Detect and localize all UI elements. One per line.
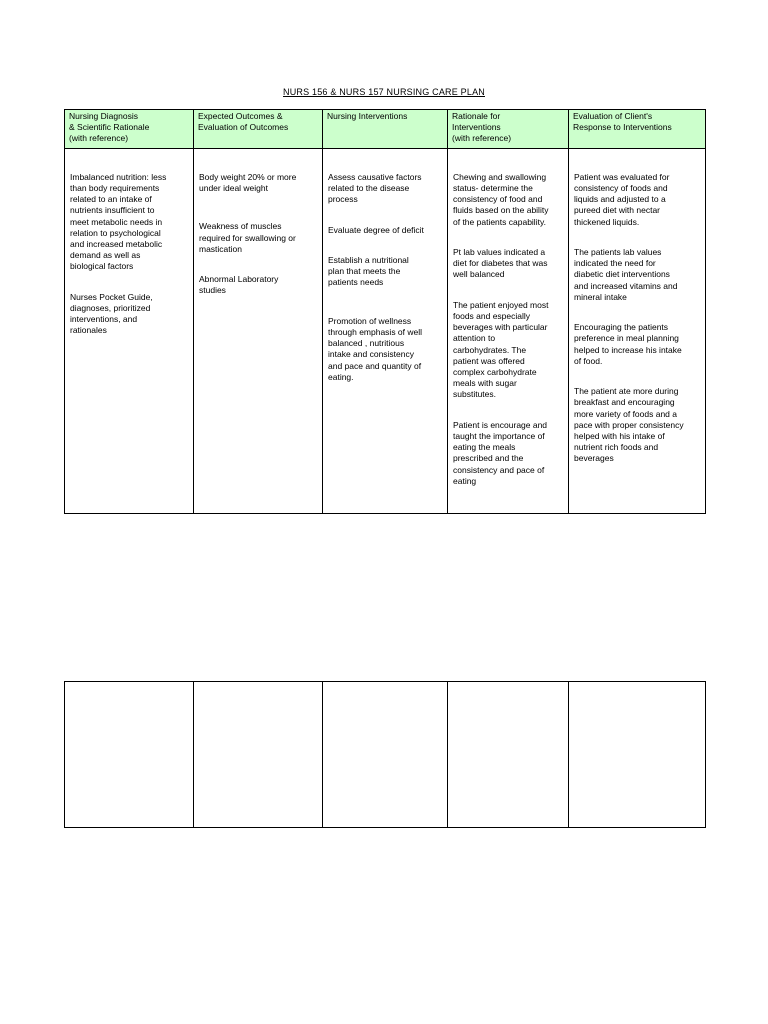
intervention-item: Promotion of wellness through emphasis of well balanced , nutritious intake and consistency and pace and quantity of eating. bbox=[328, 315, 423, 382]
blank-cell bbox=[569, 682, 706, 828]
rationale-item: The patient enjoyed most foods and especially beverages with particular attention to carbohydrates. The patient was offered complex carbohydrate meals with sugar substitutes. bbox=[453, 299, 549, 400]
interventions-cell bbox=[323, 148, 448, 513]
header-nursing-diagnosis: Nursing Diagnosis & Scientific Rationale (with reference) bbox=[65, 110, 194, 149]
table-header-row bbox=[65, 110, 706, 149]
blank-care-plan-table bbox=[64, 681, 706, 828]
outcome-item: Body weight 20% or more under ideal weight bbox=[199, 171, 297, 194]
evaluation-cell bbox=[569, 148, 706, 513]
header-rationale: Rationale for Interventions (with reference) bbox=[448, 110, 569, 149]
rationale-item: Pt lab values indicated a diet for diabetes that was well balanced bbox=[453, 247, 548, 280]
header-nursing-interventions: Nursing Interventions bbox=[323, 110, 448, 149]
intervention-item: Assess causative factors related to the disease process bbox=[328, 171, 422, 205]
rationale-item: Chewing and swallowing status- determine the consistency of food and fluids based on the ability of the patients capability. bbox=[453, 171, 549, 227]
blank-cell bbox=[448, 682, 569, 828]
diagnosis-reference: Nurses Pocket Guide, diagnoses, prioritized interventions, and rationales bbox=[70, 291, 153, 336]
outcome-item: Abnormal Laboratory studies bbox=[199, 274, 279, 296]
intervention-item: Evaluate degree of deficit bbox=[328, 224, 424, 235]
rationale-item: Patient is encourage and taught the importance of eating the meals prescribed and the consistency and pace of eating bbox=[453, 419, 548, 486]
table-row bbox=[65, 682, 706, 828]
header-evaluation: Evaluation of Client's Response to Interventions bbox=[569, 110, 706, 149]
outcome-item: Weakness of muscles required for swallowing or mastication bbox=[199, 221, 296, 254]
care-plan-table bbox=[64, 109, 706, 514]
blank-cell bbox=[65, 682, 194, 828]
intervention-item: Establish a nutritional plan that meets the patients needs bbox=[328, 255, 409, 288]
table-row bbox=[65, 148, 706, 513]
blank-cell bbox=[323, 682, 448, 828]
rationale-cell bbox=[448, 148, 569, 513]
header-expected-outcomes: Expected Outcomes & Evaluation of Outcomes bbox=[194, 110, 323, 149]
document-title: NURS 156 & NURS 157 NURSING CARE PLAN bbox=[283, 87, 485, 97]
diagnosis-text: Imbalanced nutrition: less than body requirements related to an intake of nutrients insufficient to meet metabolic needs in relation to psychological and increased metabolic demand as well as biological factors bbox=[70, 171, 167, 272]
evaluation-item: The patients lab values indicated the need for diabetic diet interventions and increased vitamins and mineral intake bbox=[574, 247, 678, 302]
blank-cell bbox=[194, 682, 323, 828]
diagnosis-cell bbox=[65, 148, 194, 513]
outcomes-cell bbox=[194, 148, 323, 513]
evaluation-item: Patient was evaluated for consistency of foods and liquids and adjusted to a pureed diet with nectar thickened liquids. bbox=[574, 171, 670, 227]
evaluation-item: Encouraging the patients preference in meal planning helped to increase his intake of food. bbox=[574, 322, 682, 366]
evaluation-item: The patient ate more during breakfast and encouraging more variety of foods and a pace with proper consistency helped with his intake of nutrient rich foods and beverages bbox=[574, 386, 684, 464]
